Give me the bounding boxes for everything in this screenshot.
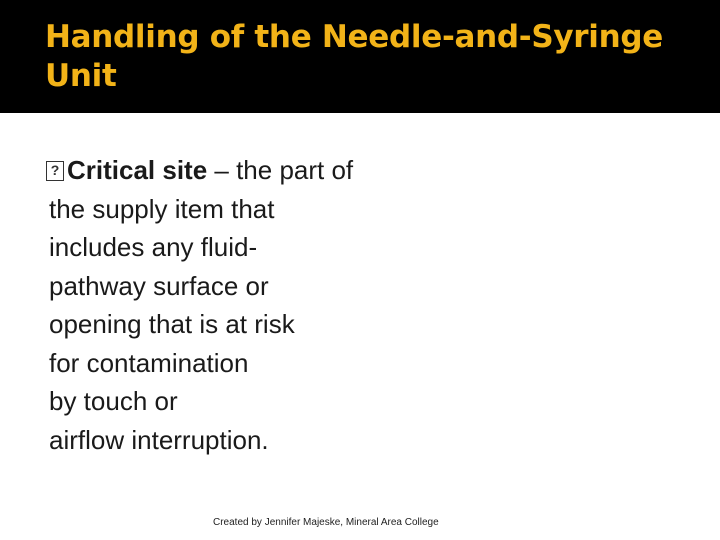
bullet-line: by touch or <box>49 386 178 416</box>
slide-title: Handling of the Needle-and-Syringe Unit <box>45 19 663 94</box>
bullet-line: the supply item that <box>49 193 275 224</box>
missing-glyph-bullet-icon <box>46 161 64 181</box>
bullet-line: includes any fluid- <box>49 232 258 262</box>
bullet-text <box>49 151 429 459</box>
bullet-line: for contamination <box>49 347 249 378</box>
bullet-line: opening that is at risk <box>49 309 295 339</box>
slide-footer: Created by Jennifer Majeske, Mineral Area College <box>213 517 439 528</box>
bullet-term: Critical site <box>67 155 208 185</box>
title-bar <box>0 0 720 113</box>
bullet-line: airflow interruption. <box>49 424 269 455</box>
bullet-line: – the part of <box>207 155 354 185</box>
bullet-line: pathway surface or <box>49 270 269 301</box>
bullet-first-line <box>49 151 429 190</box>
